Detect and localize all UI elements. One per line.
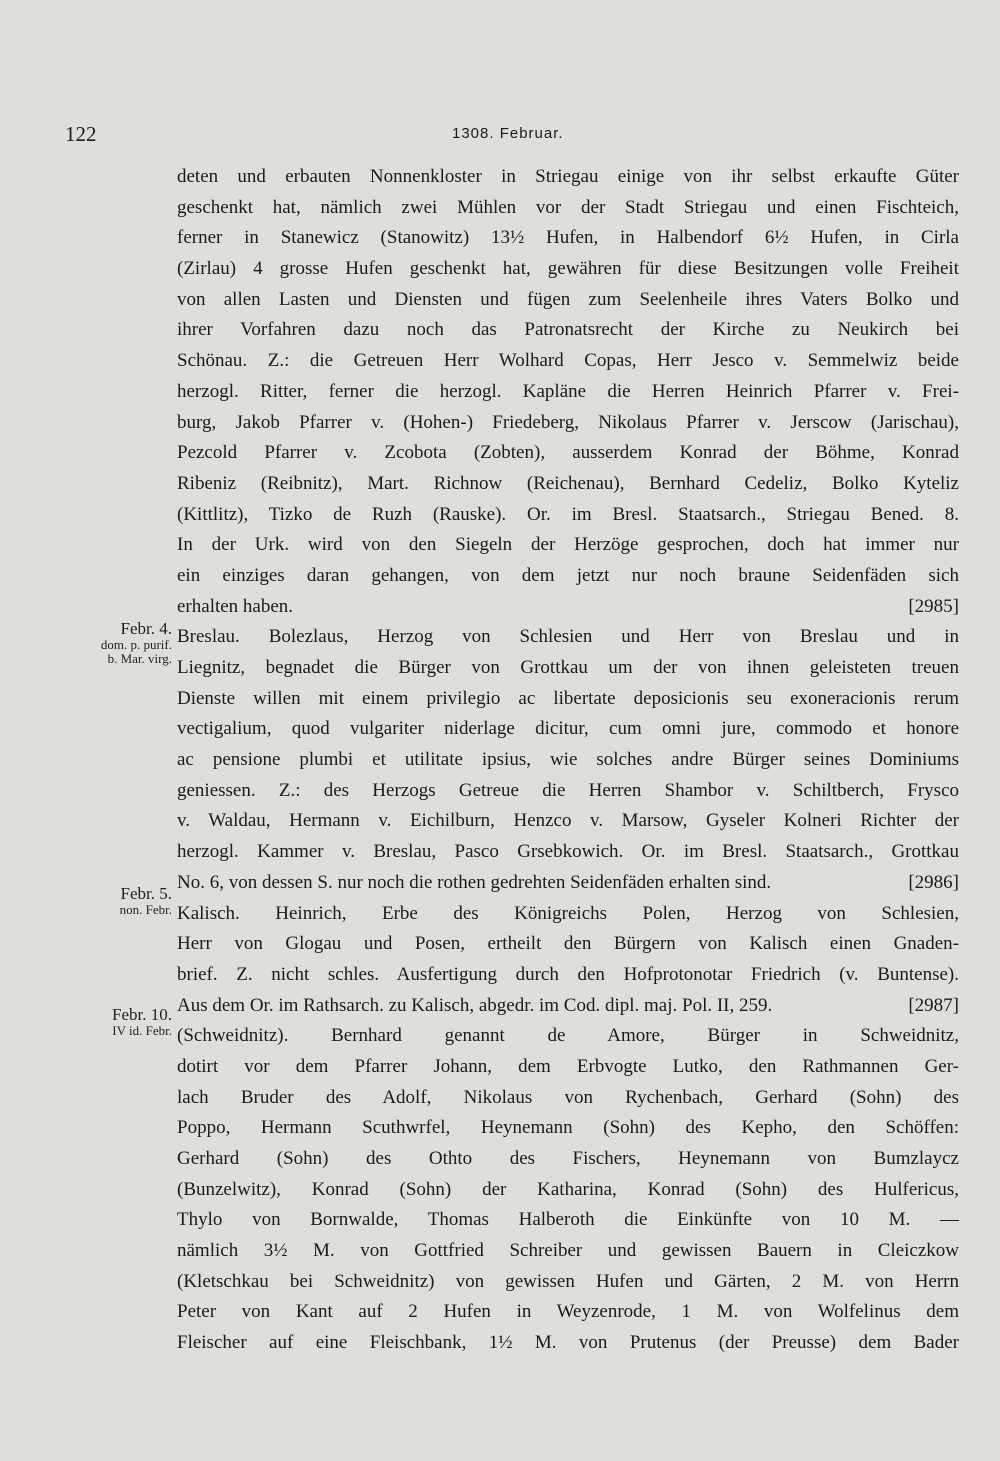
text-line: ferner in Stanewicz (Stanowitz) 13½ Hufen, in Halbendorf 6½ Hufen, in Cirla <box>177 227 959 249</box>
margin-feast: dom. p. purif. <box>100 637 172 652</box>
body-text <box>177 162 959 1390</box>
text-line: ein einziges daran gehangen, von dem jetzt nur noch braune Seidenfäden sich <box>177 564 959 586</box>
text-line: No. 6, von dessen S. nur noch die rothen gedrehten Seidenfäden erhalten sind. <box>177 871 772 893</box>
text-line: Kalisch. Heinrich, Erbe des Königreichs Polen, Herzog von Schlesien, <box>177 902 959 924</box>
text-line: Poppo, Hermann Scuthwrfel, Heynemann (Sohn) des Kepho, den Schöffen: <box>177 1117 959 1139</box>
entry-number: [2985] <box>908 595 959 617</box>
margin-note-febr-4 <box>32 620 172 666</box>
text-line: (Schweidnitz). Bernhard genannt de Amore, Bürger in Schweidnitz, <box>177 1025 959 1047</box>
text-line: dotirt vor dem Pfarrer Johann, dem Erbvogte Lutko, den Rathmannen Ger- <box>177 1055 959 1077</box>
text-line: vectigalium, quod vulgariter niderlage dicitur, cum omni jure, commodo et honore <box>177 718 959 740</box>
running-head: 1308. Februar. <box>452 125 564 142</box>
text-line: Ribeniz (Reibnitz), Mart. Richnow (Reichenau), Bernhard Cedeliz, Bolko Kyteliz <box>177 472 959 494</box>
text-line: ac pensione plumbi et utilitate ipsius, wie solches andre Bürger seines Dominiums <box>177 749 959 771</box>
text-line-with-ref <box>177 868 959 899</box>
text-line: In der Urk. wird von den Siegeln der Herzöge gesprochen, doch hat immer nur <box>177 534 959 556</box>
margin-feast: IV id. Febr. <box>112 1023 172 1038</box>
text-line: Gerhard (Sohn) des Othto des Fischers, Heynemann von Bumzlaycz <box>177 1148 959 1169</box>
text-line: Fleischer auf eine Fleischbank, 1½ M. von Prutenus (der Preusse) dem Bader <box>177 1332 959 1354</box>
text-line-with-ref <box>177 991 959 1022</box>
text-line: Thylo von Bornwalde, Thomas Halberoth die Einkünfte von 10 M. — <box>177 1209 959 1231</box>
page-header <box>0 122 1000 152</box>
text-line: burg, Jakob Pfarrer v. (Hohen-) Friedeberg, Nikolaus Pfarrer v. Jerscow (Jarischau), <box>177 411 959 433</box>
text-line: (Zirlau) 4 grosse Hufen geschenkt hat, gewähren für diese Besitzungen volle Freiheit <box>177 258 959 280</box>
entry-number: [2986] <box>908 871 959 893</box>
text-line <box>177 1359 959 1390</box>
margin-date: Febr. 4. <box>120 619 172 638</box>
text-line: nämlich 3½ M. von Gottfried Schreiber und gewissen Bauern in Cleiczkow <box>177 1240 959 1262</box>
text-line-with-ref <box>177 592 959 623</box>
text-line: herzogl. Ritter, ferner die herzogl. Kapläne die Herren Heinrich Pfarrer v. Frei- <box>177 380 959 402</box>
text-line: (Kletschkau bei Schweidnitz) von gewissen Hufen und Gärten, 2 M. von Herrn <box>177 1270 959 1292</box>
text-line: Schönau. Z.: die Getreuen Herr Wolhard Copas, Herr Jesco v. Semmelwiz beide <box>177 350 959 372</box>
text-line: Breslau. Bolezlaus, Herzog von Schlesien und Herr von Breslau und in <box>177 626 959 648</box>
text-line: Peter von Kant auf 2 Hufen in Weyzenrode, 1 M. von Wolfelinus dem <box>177 1301 959 1323</box>
text-line: geschenkt hat, nämlich zwei Mühlen vor der Stadt Striegau und einen Fischteich, <box>177 196 959 218</box>
margin-feast: b. Mar. virg. <box>107 651 172 666</box>
text-line: geniessen. Z.: des Herzogs Getreue die Herren Shambor v. Schiltberch, Frysco <box>177 779 959 801</box>
margin-date: Febr. 10. <box>112 1005 172 1024</box>
margin-note-febr-5 <box>32 885 172 917</box>
text-line: (Kittlitz), Tizko de Ruzh (Rauske). Or. im Bresl. Staatsarch., Striegau Bened. 8. <box>177 503 959 525</box>
margin-feast: non. Febr. <box>119 902 172 917</box>
text-line: v. Waldau, Hermann v. Eichilburn, Henzco v. Marsow, Gyseler Kolneri Richter der <box>177 810 959 832</box>
margin-date: Febr. 5. <box>120 884 172 903</box>
text-line: erhalten haben. <box>177 595 294 617</box>
text-line: brief. Z. nicht schles. Ausfertigung durch den Hofprotonotar Friedrich (v. Buntense). <box>177 963 959 985</box>
margin-note-febr-10 <box>32 1006 172 1038</box>
text-line: herzogl. Kammer v. Breslau, Pasco Grsebkowich. Or. im Bresl. Staatsarch., Grottkau <box>177 841 959 863</box>
text-line: von allen Lasten und Diensten und fügen zum Seelenheile ihres Vaters Bolko und <box>177 288 959 310</box>
entry-number: [2987] <box>908 994 959 1016</box>
text-line: (Bunzelwitz), Konrad (Sohn) der Katharina, Konrad (Sohn) des Hulfericus, <box>177 1178 959 1200</box>
text-line: Herr von Glogau und Posen, ertheilt den Bürgern von Kalisch einen Gnaden- <box>177 933 959 955</box>
page-number: 122 <box>65 122 97 146</box>
text-line: ihrer Vorfahren dazu noch das Patronatsrecht der Kirche zu Neukirch bei <box>177 319 959 341</box>
text-line: Liegnitz, begnadet die Bürger von Grottkau um der von ihnen geleisteten treuen <box>177 657 959 678</box>
text-line: Pezcold Pfarrer v. Zcobota (Zobten), ausserdem Konrad der Böhme, Konrad <box>177 442 959 464</box>
text-line: Aus dem Or. im Rathsarch. zu Kalisch, abgedr. im Cod. dipl. maj. Pol. II, 259. <box>177 994 773 1016</box>
text-line: lach Bruder des Adolf, Nikolaus von Rychenbach, Gerhard (Sohn) des <box>177 1086 959 1108</box>
text-line: deten und erbauten Nonnenkloster in Striegau einige von ihr selbst erkaufte Güter <box>177 166 959 187</box>
text-line: Dienste willen mit einem privilegio ac libertate deposicionis seu exoneracionis rerum <box>177 687 959 709</box>
